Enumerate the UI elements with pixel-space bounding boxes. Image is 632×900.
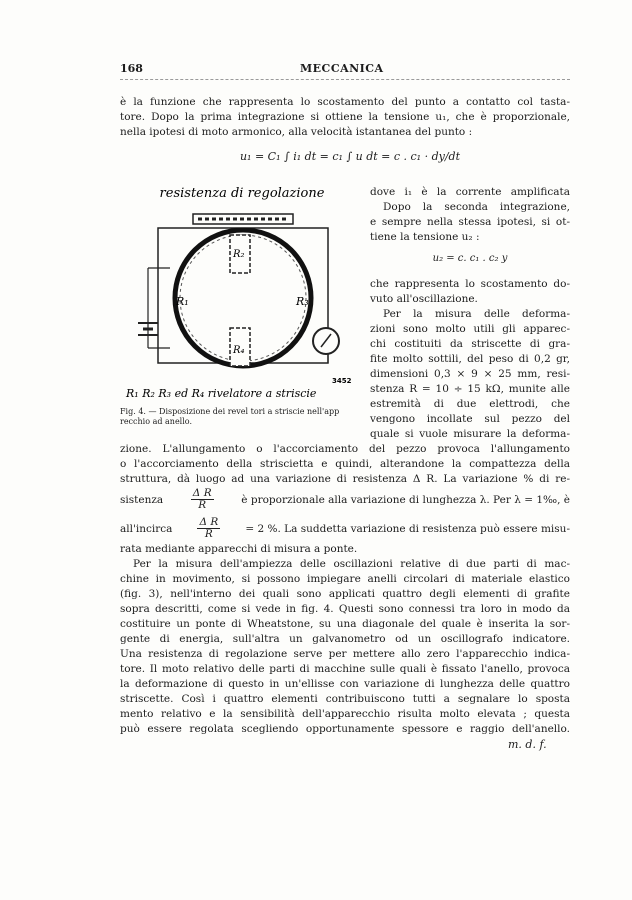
equation-2: u₂ = c. c₁ . c₂ y bbox=[432, 253, 508, 264]
text-line: struttura, dà luogo ad una variazione di resistenza Δ R. La variazione % di re- bbox=[120, 473, 570, 485]
text-line: e sempre nella stessa ipotesi, si ot- bbox=[370, 216, 570, 228]
header-rule bbox=[120, 79, 570, 80]
equation-1: u₁ = C₁ ∫ i₁ dt = c₁ ∫ u dt = c . c₁ · dy/dt bbox=[239, 150, 461, 163]
text-line: quale si vuole misurare la deforma- bbox=[370, 428, 570, 440]
text-line: può essere regolata scegliendo opportunamente spessore e raggio dell'anello. bbox=[120, 723, 570, 735]
text-line: Dopo la seconda integrazione, bbox=[383, 201, 570, 213]
text-line: rata mediante apparecchi di misura a ponte. bbox=[120, 543, 358, 555]
text-line: tiene la tensione u₂ : bbox=[370, 231, 480, 243]
fraction-delta-r: $\frac{\text{Δ R}}{R}$ bbox=[199, 516, 219, 540]
figure-code: 3452 bbox=[332, 377, 352, 385]
text-line: tore. Dopo la prima integrazione si ottiene la tensione u₁, che è proporzionale, bbox=[120, 111, 570, 123]
text-line: vengono incollate sul pezzo del bbox=[370, 413, 570, 425]
text-line: dimensioni 0,3 × 9 × 25 mm, resi- bbox=[370, 368, 570, 380]
resistenza-line: sistenza $\frac{\text{Δ R}}{R}$ è proporzionale alla variazione di lunghezza λ. Per λ = 1‰, è bbox=[120, 487, 570, 511]
figure-bottom-label: R₁ R₂ R₃ ed R₄ rivelatore a striscie bbox=[126, 387, 317, 400]
label-r2: R₂ bbox=[233, 249, 245, 260]
ring-bridge-diagram bbox=[118, 183, 362, 413]
allincirca-line: all'incirca $\frac{\text{Δ R}}{R}$ = 2 %. La suddetta variazione di resistenza può essere misu- bbox=[120, 516, 570, 540]
text-line: dove i₁ è la corrente amplificata bbox=[370, 186, 570, 198]
text-line: chi costituiti da striscette di gra- bbox=[370, 338, 570, 350]
figure-title-handwritten: resistenza di regolazione bbox=[159, 186, 325, 201]
text-line: Per la misura dell'ampiezza delle oscillazioni relative di due parti di mac- bbox=[133, 558, 570, 570]
text-line: Una resistenza di regolazione serve per mettere allo zero l'apparecchio indica- bbox=[120, 648, 570, 660]
figure-caption: Fig. 4. — Disposizione dei revel tori a striscie nell'app recchio ad anello. bbox=[120, 407, 340, 426]
text-line: chine in movimento, si possono impiegare anelli circolari di materiale elastico bbox=[120, 573, 570, 585]
text-line: mento relativo e la sensibilità dell'apparecchio risulta molto elevata ; questa bbox=[120, 708, 570, 720]
figure-4 bbox=[118, 183, 362, 413]
text-line: tore. Il moto relativo delle parti di macchine sulle quali è fissato l'anello, provoca bbox=[120, 663, 570, 675]
label-r4: R₄ bbox=[233, 345, 245, 356]
running-title: MECCANICA bbox=[300, 62, 384, 75]
signature: m. d. f. bbox=[508, 738, 547, 751]
text-line: vuto all'oscillazione. bbox=[370, 293, 478, 305]
text-line: costituire un ponte di Wheatstone, su una diagonale del quale è inserita la sor- bbox=[120, 618, 570, 630]
text-line: (fig. 3), nell'interno dei quali sono applicati quattro degli elementi di grafite bbox=[120, 588, 570, 600]
text-line: sopra descritti, come si vede in fig. 4. Questi sono connessi tra loro in modo da bbox=[120, 603, 570, 615]
text-line: nella ipotesi di moto armonico, alla velocità istantanea del punto : bbox=[120, 126, 473, 138]
text-line: fite molto sottili, del peso di 0,2 gr, bbox=[370, 353, 570, 365]
text-line: la deformazione di questo in un'ellisse con variazione di lunghezza delle quattro bbox=[120, 678, 570, 690]
text-line: zioni sono molto utili gli apparec- bbox=[370, 323, 570, 335]
text-line: Per la misura delle deforma- bbox=[383, 308, 570, 320]
page-number: 168 bbox=[120, 62, 143, 75]
text-line: striscette. Così i quattro elementi contribuiscono tutti a segnalare lo sposta bbox=[120, 693, 570, 705]
text-line: o l'accorciamento della striscietta e quindi, alterandone la compattezza della bbox=[120, 458, 570, 470]
text-line: che rappresenta lo scostamento do- bbox=[370, 278, 570, 290]
fraction-delta-r: $\frac{\text{Δ R}}{R}$ bbox=[192, 487, 212, 511]
text-line: stenza R = 10 ÷ 15 kΩ, munite alle bbox=[370, 383, 570, 395]
label-r1: R₁ bbox=[176, 295, 189, 308]
text-line: estremità di due elettrodi, che bbox=[370, 398, 570, 410]
text-line: è la funzione che rappresenta lo scostamento del punto a contatto col tasta- bbox=[120, 96, 570, 108]
text-line: gente di energia, sull'altra un galvanometro od un oscillografo indicatore. bbox=[120, 633, 570, 645]
text-line: zione. L'allungamento o l'accorciamento del pezzo provoca l'allungamento bbox=[120, 443, 570, 455]
label-r3: R₃ bbox=[296, 295, 309, 308]
